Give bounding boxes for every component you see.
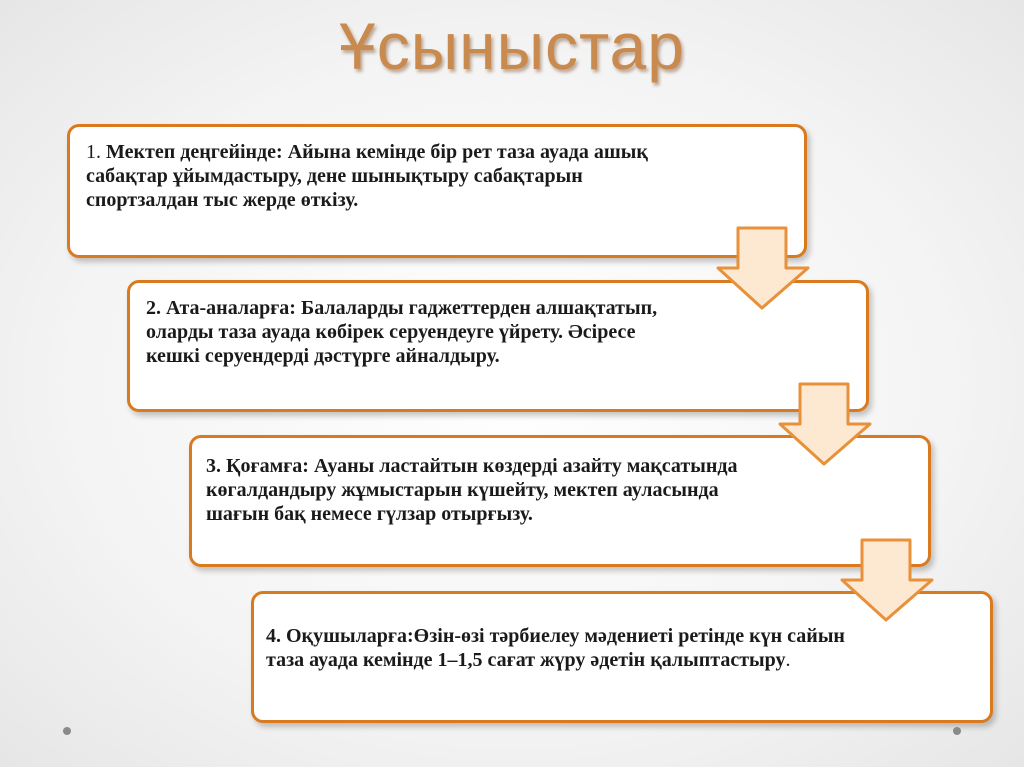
slide-title: Ұсыныстар — [339, 9, 685, 83]
step-text-2 — [146, 296, 686, 368]
down-arrow-icon — [840, 538, 936, 624]
step-body-3: Ауаны ластайтын көздерді азайту мақсатында көгалдандыру жұмыстарын күшейту, мектеп ауласында шағын бақ немесе гүлзар отырғызу. — [206, 455, 738, 525]
step-heading-4: Оқушыларға: — [281, 625, 414, 647]
step-heading-3: Қоғамға: — [221, 455, 309, 477]
step-end-4: . — [785, 649, 791, 671]
step-body-1: Айына кемінде бір рет таза ауада ашық сабақтар ұйымдастыру, дене шынықтыру сабақтарын спортзалдан тыс жерде өткізу. — [86, 141, 648, 211]
decor-dot — [63, 727, 71, 735]
step-heading-1: Мектеп деңгейінде: — [101, 141, 283, 163]
step-number-2: 2. — [146, 297, 161, 319]
down-arrow-icon — [778, 382, 874, 468]
step-body-2: Балаларды гаджеттерден алшақтатып, оларды таза ауада көбірек серуендеуге үйрету. Әсіресе кешкі серуендерді дәстүрге айналдыру. — [146, 297, 658, 367]
step-number-3: 3. — [206, 455, 221, 477]
step-text-4 — [266, 624, 856, 672]
decor-dot — [953, 727, 961, 735]
down-arrow-icon — [716, 226, 812, 312]
step-number-4: 4. — [266, 625, 281, 647]
step-text-3 — [206, 454, 751, 526]
step-text-1 — [86, 140, 666, 212]
step-box-1 — [67, 124, 807, 258]
step-number-1: 1. — [86, 141, 101, 163]
step-heading-2: Ата-аналарға: — [161, 297, 296, 319]
step-body-4: Өзін-өзі тәрбиелеу мәдениеті ретінде күн сайын таза ауада кемінде 1–1,5 сағат жүру әдетін қалыптастыру — [266, 625, 845, 671]
